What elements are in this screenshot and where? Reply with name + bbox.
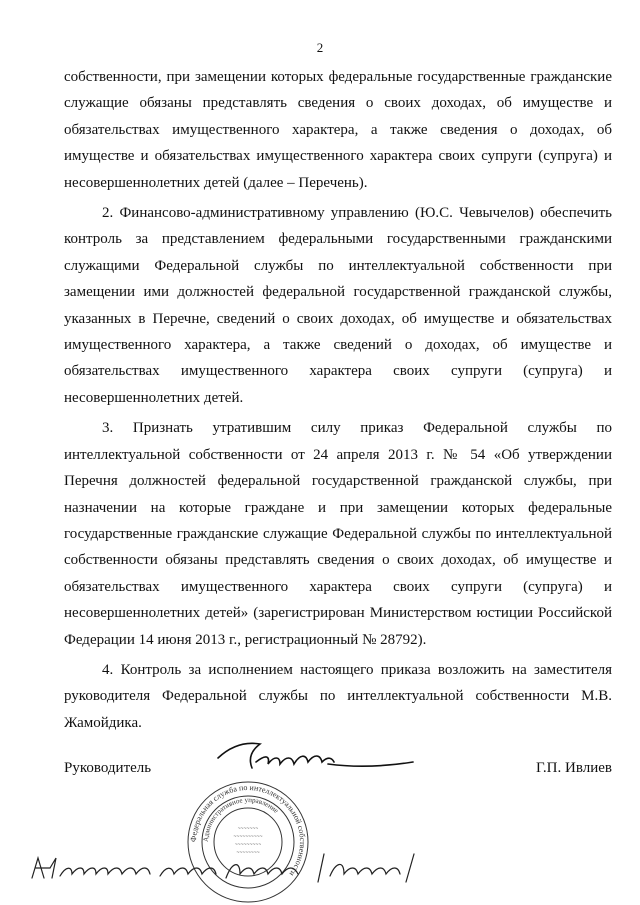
- svg-text:~~~~~~~: ~~~~~~~: [237, 826, 259, 832]
- paragraph-3: 3. Признать утратившим силу приказ Федеральной службы по интеллектуальной собственности от 24 апреля 2013 г. № 54 «Об утверждении Перечня должностей федеральной государственной гражданской службы, при назначении на которые граждане и при замещении которых федеральные государственные гражданские служащие Федеральной службы по интеллектуальной собственности обязаны представлять сведения о своих доходах, об имуществе и обязательствах имущественного характера своих супруги (супруга) и несовершеннолетних детей» (зарегистрирован Министерством юстиции Российской Федерации 14 июня 2013 г., регистрационный № 28792).: [64, 420, 612, 648]
- stamp-outer-text: Федеральная служба по интеллектуальной собственности: [188, 782, 308, 878]
- stamp-middle-text: Административное управление: [201, 795, 280, 843]
- svg-text:~~~~~~~~~~: ~~~~~~~~~~: [233, 834, 263, 840]
- signatory-name: Г.П. Ивлиев: [535, 760, 612, 776]
- document-body: [64, 64, 612, 736]
- page-number: 2: [316, 40, 324, 55]
- svg-text:~~~~~~~~~: ~~~~~~~~~: [234, 842, 262, 848]
- signatory-title: Руководитель: [64, 760, 152, 776]
- paragraph-2: 2. Финансово-административному управлению (Ю.С. Чевычелов) обеспечить контроль за представлением федеральными государственными гражданскими служащими Федеральной службы по интеллектуальной собственности при замещении ими должностей федеральной государственной гражданской службы, указанных в Перечне, сведений о своих доходах, об имуществе и обязательствах имущественного характера, а также сведений о доходах, об имуществе и обязательствах имущественного характера своих супруги (супруга) и несовершеннолетних детей.: [64, 205, 612, 406]
- handwritten-signature: [208, 732, 418, 782]
- paragraph-4: 4. Контроль за исполнением настоящего приказа возложить на заместителя руководителя Федеральной службы по интеллектуальной собственности М.В. Жамойдика.: [64, 661, 612, 731]
- handwritten-approval-note: [26, 848, 426, 888]
- paragraph-continuation: собственности, при замещении которых федеральные государственные гражданские служащие обязаны представлять сведения о своих доходах, об имуществе и обязательствах имущественного характера, а также сведения о доходах, об имуществе и обязательствах имущественного характера своих супруги (супруга) и несовершеннолетних детей (далее – Перечень).: [64, 69, 612, 191]
- svg-text:~~~~~~~~: ~~~~~~~~: [236, 850, 260, 856]
